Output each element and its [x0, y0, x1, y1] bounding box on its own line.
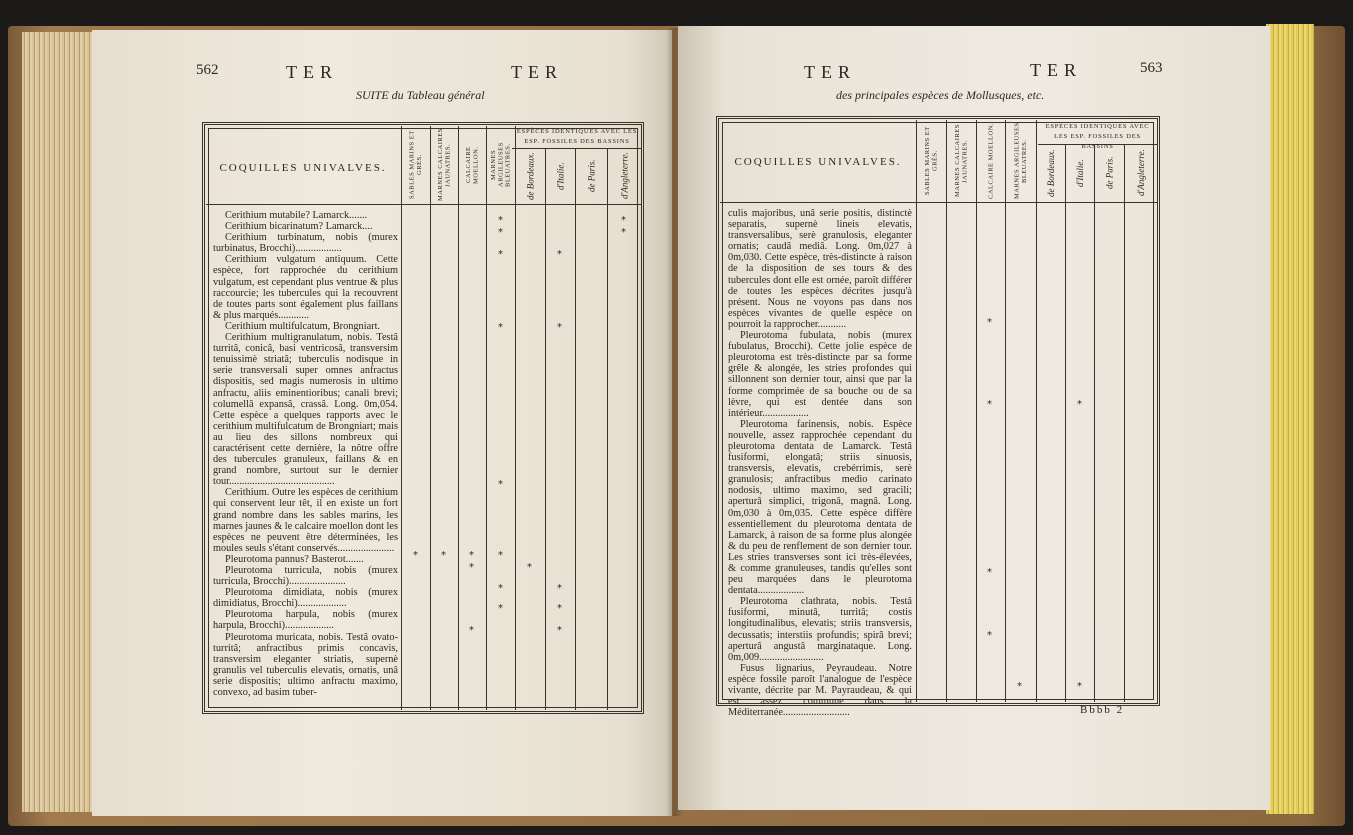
- right-group-header: ESPÈCES IDENTIQUES AVEC LES ESP. FOSSILES DES BASSINS: [1045, 123, 1150, 150]
- right-loc-italie: d'Italie.: [1074, 159, 1085, 187]
- left-entry-1: Cerithium bicarinatum? Lamarck....: [225, 221, 373, 233]
- left-col-sables: SABLES MARINS ET GRÈS.: [408, 130, 423, 200]
- right-loc-bordeaux: de Bordeaux.: [1045, 149, 1056, 197]
- presence-mark: *: [413, 550, 418, 561]
- presence-mark: *: [987, 399, 992, 410]
- right-entry-1: Pleurotoma fubulata, nobis (murex fubulatus, Brocchi). Cette jolie espèce de pleurotoma est très-distincte par sa forme grêle & alongée, les stries profondes qui sillonnent son dernier tour, ainsi que par la forme comprimée de sa bouche ou de sa lèvre, qui est dentée dans son intérieur..................: [728, 330, 912, 419]
- right-col-calcaire-moellon: CALCAIRE MOELLON.: [987, 122, 995, 200]
- left-entry-11: Pleurotoma muricata, nobis. Testâ ovato-turritâ; anfractibus primis concavis, transversim eleganter striatis, supernè granulis vel tuberculis elevatis, ornatis, unâ serie dispositis; ultimo anfractu maximo, convexo, ad basim tuber-: [213, 631, 398, 699]
- presence-mark: *: [1077, 399, 1082, 410]
- left-page-number: 562: [196, 62, 219, 78]
- right-table-title: COQUILLES UNIVALVES.: [734, 156, 902, 168]
- presence-mark: *: [498, 583, 503, 594]
- right-entry-0: culis majoribus, unâ serie positis, distinctè separatis, supernè lineis elevatis, transversalibus, serè granulosis, eleganter ornatis; caudâ mediâ. Long. 0m,027 à 0m,030. Cette espèce, très-distincte à raison de la disposition de ses tours & des tubercules dont elle est ornée, paroît différer de toutes les espèces décrites jusqu'à présent. Nous ne voyons pas dans nos espèces vivantes de quelle espèce on pourroit la rapprocher...........: [728, 208, 912, 330]
- left-loc-italie: d'Italie.: [555, 162, 566, 190]
- presence-mark: *: [987, 630, 992, 641]
- right-entry-2: Pleurotoma farinensis, nobis. Espèce nouvelle, assez rapprochée cependant du pleurotoma dentata de Lamarck. Testâ fusiformi, elongatâ; striis sinuosis, transversis, elevatis, crebérrimis, serè granulosis; anfractibus medio carinato nodosis, ultimo maximo, sed gracili; aperturâ simplici, trigonâ, magnâ. Long. 0m,030 à 0m,035. Cette espèce diffère essentiellement du pleurotoma dentata de Lamarck, à raison de sa forme plus alongée & du peu de renflement de son dernier tour. Les stries transverses sont ici très-élevées, & comme granuleuses, tandis qu'elles sont peu marquées dans le pleurotoma dentata..................: [728, 418, 912, 597]
- left-heading-right: TER: [511, 62, 563, 82]
- presence-mark: *: [469, 550, 474, 561]
- presence-mark: *: [621, 215, 626, 226]
- left-entry-4: Cerithium multifulcatum, Brongniart.: [225, 320, 381, 332]
- left-entry-2: Cerithium turbinatum, nobis (murex turbinatus, Brocchi)..................: [213, 232, 398, 255]
- presence-mark: *: [469, 562, 474, 573]
- presence-mark: *: [987, 567, 992, 578]
- left-text-column: [213, 210, 398, 706]
- left-loc-angleterre: d'Angleterre.: [619, 152, 630, 200]
- right-entry-3: Pleurotoma clathrata, nobis. Testâ fusiformi, minutâ, turritâ; costis longitudinalibus, elevatis; striis transversis, decussatis; interstiis profundis; spirâ brevi; aperturâ angustâ marginataque. Long. 0m,009.........................: [728, 596, 912, 663]
- page-edges-left: [22, 32, 92, 812]
- page-edges-right: [1266, 24, 1314, 814]
- left-col-marnes-calcaires: MARNES CALCAIRES JAUNATRES.: [437, 128, 452, 202]
- left-loc-bordeaux: de Bordeaux.: [525, 152, 536, 200]
- left-col-calcaire-moellon: CALCAIRE MOELLON.: [465, 146, 480, 184]
- right-col-marnes-calcaires: MARNES CALCAIRES JAUNATRES.: [954, 124, 969, 198]
- presence-mark: *: [557, 583, 562, 594]
- presence-mark: *: [441, 550, 446, 561]
- presence-mark: *: [621, 227, 626, 238]
- left-entry-6: Cerithium. Outre les espèces de cerithium qui conservent leur têt, il en existe un fort grand nombre dans les sables marins, les marnes jaunes & le calcaire moellon dont les espèces ne peuvent être déterminées, les moules seuls s'étant conservés......................: [213, 487, 398, 554]
- right-loc-paris: de Paris.: [1104, 156, 1115, 190]
- presence-mark: *: [469, 625, 474, 636]
- presence-mark: *: [498, 322, 503, 333]
- left-group-header: ESPÈCES IDENTIQUES AVEC LES ESP. FOSSILES DES BASSINS: [516, 128, 638, 145]
- left-entry-3: Cerithium vulgatum antiquum. Cette espèce, fort rapprochée du cerithium vulgatum, est cependant plus ventrue & plus raccourcie; les tubercules qui la recouvrent de toutes parts sont également plus faillans & plus marqués............: [213, 254, 398, 321]
- left-entry-9: Pleurotoma dimidiata, nobis (murex dimidiatus, Brocchi)...................: [213, 587, 398, 610]
- left-entry-7: Pleurotoma pannus? Basterot.......: [225, 553, 364, 565]
- presence-mark: *: [498, 215, 503, 226]
- page-signature: Bbbb 2: [1080, 704, 1125, 716]
- presence-mark: *: [987, 317, 992, 328]
- presence-mark: *: [557, 625, 562, 636]
- left-entry-5: Cerithium multigranulatum, nobis. Testâ turritâ, conicâ, basi ventricosâ, transversim tenuissimè striatâ; tuberculis nodisque in serie transversali super omnes anfractus dispositis, sed magis numerosis in ultimo anfractu, aliis eminentioribus; canali brevi; columellâ expansâ, crassâ. Long. 0m,054. Cette espèce a quelques rapports avec le cerithium multifulcatum de Brongniart; mais au lieu des sillons nombreux qui caractérisent cette dernière, la nôtre offre des tubercules granuleux, faillans & en grand nombre, surtout sur le dernier tour.........................................: [213, 332, 398, 488]
- presence-mark: *: [557, 322, 562, 333]
- right-page-number: 563: [1140, 60, 1163, 76]
- left-table-title: COQUILLES UNIVALVES.: [219, 162, 387, 174]
- left-loc-paris: de Paris.: [586, 159, 597, 193]
- right-heading-right: TER: [1030, 60, 1082, 80]
- presence-mark: *: [1077, 681, 1082, 692]
- presence-mark: *: [498, 249, 503, 260]
- presence-mark: *: [498, 603, 503, 614]
- presence-mark: *: [498, 227, 503, 238]
- right-col-sables: SABLES MARINS ET GRÈS.: [924, 126, 939, 196]
- presence-mark: *: [498, 479, 503, 490]
- right-caption: des principales espèces de Mollusques, etc.: [836, 88, 1045, 102]
- left-entry-8: Pleurotoma turricula, nobis (murex turricula, Brocchi)......................: [213, 565, 398, 588]
- left-caption: SUITE du Tableau général: [356, 88, 485, 102]
- right-col-marnes-argileuses: MARNES ARGILEUSES BLEUATRES.: [1013, 122, 1028, 200]
- left-col-marnes-argileuses: MARNES ARGILEUSES BLEUATRES.: [489, 142, 512, 188]
- right-text-column: [728, 208, 912, 719]
- right-loc-angleterre: d'Angleterre.: [1135, 149, 1146, 197]
- right-entry-4: Fusus lignarius, Peyraudeau. Notre espèce fossile paroît l'analogue de l'espèce vivante, décrite par M. Payraudeau, & qui est assez commune dans la Méditerranée..........................: [728, 662, 912, 719]
- presence-mark: *: [557, 603, 562, 614]
- left-heading-left: TER: [286, 62, 338, 82]
- right-heading-left: TER: [804, 62, 856, 82]
- presence-mark: *: [557, 249, 562, 260]
- left-entry-10: Pleurotoma harpula, nobis (murex harpula, Brocchi)...................: [213, 609, 398, 632]
- presence-mark: *: [527, 562, 532, 573]
- left-entry-0: Cerithium mutabile? Lamarck.......: [225, 210, 368, 221]
- presence-mark: *: [1017, 681, 1022, 692]
- presence-mark: *: [498, 550, 503, 561]
